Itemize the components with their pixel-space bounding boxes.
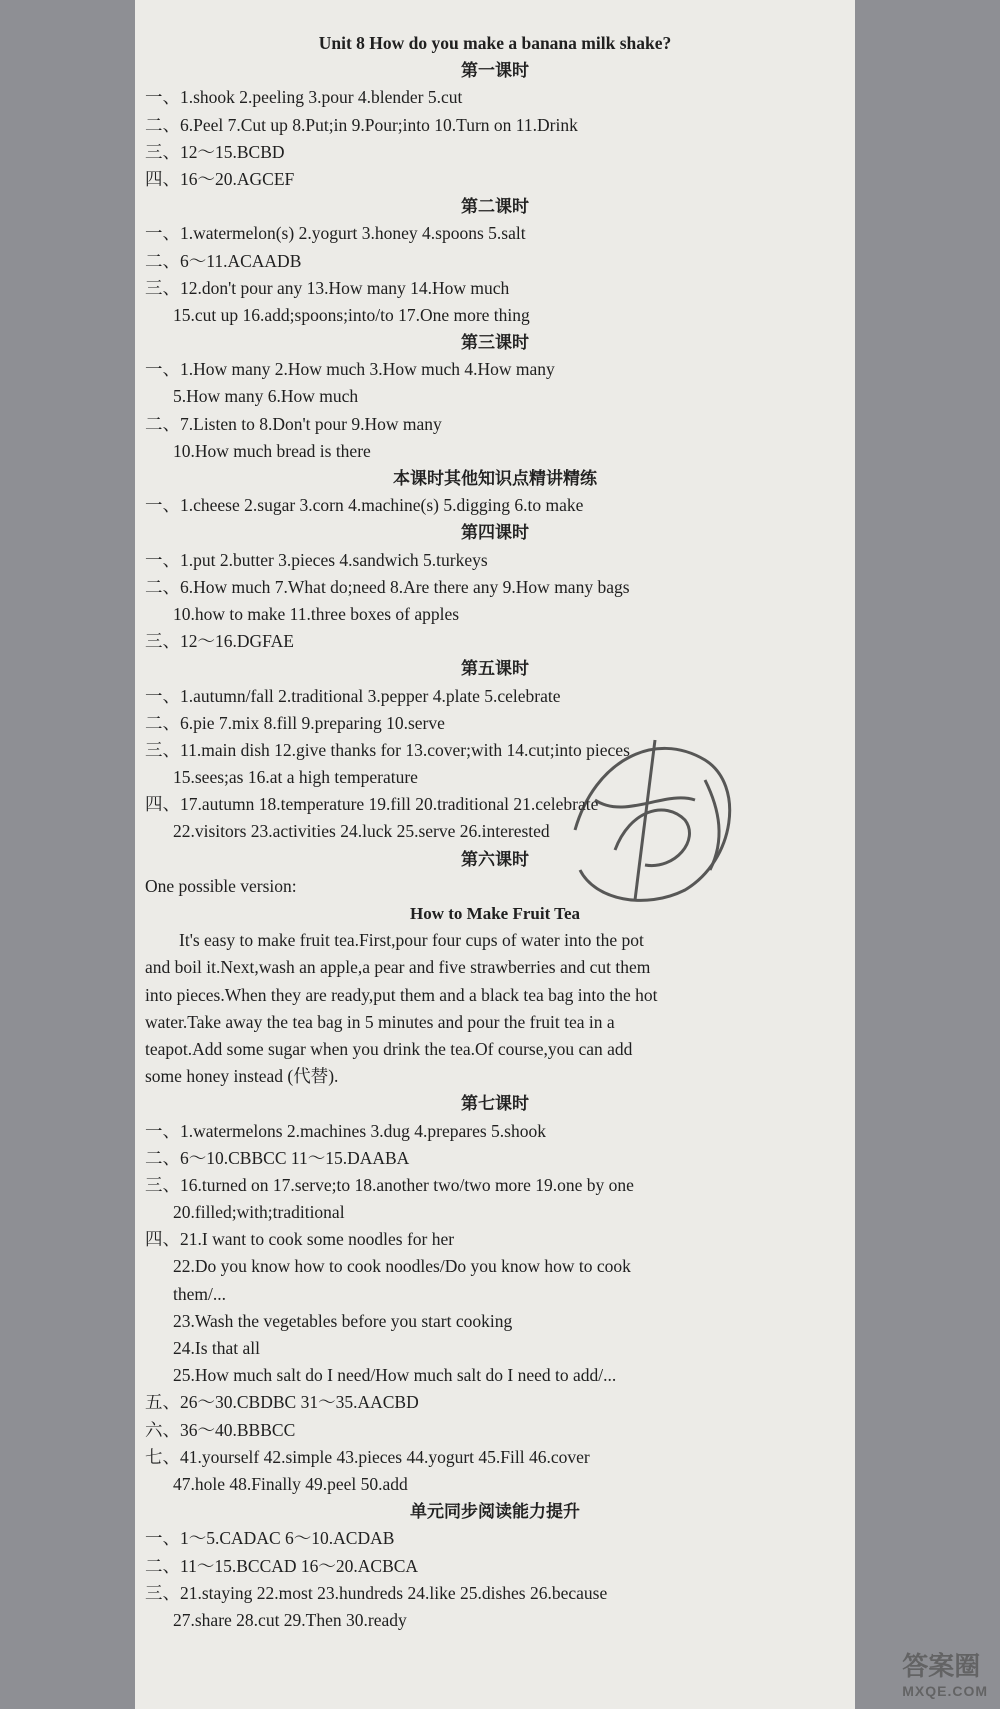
answer-line: 一、1.How many 2.How much 3.How much 4.How many: [145, 359, 555, 380]
answer-line: 一、1.watermelons 2.machines 3.dug 4.prepares 5.shook: [145, 1120, 546, 1141]
answer-line: 10.how to make 11.three boxes of apples: [173, 603, 460, 624]
answer-line: 二、6.How much 7.What do;need 8.Are there any 9.How many bags: [145, 576, 630, 597]
answer-page: [135, 0, 855, 1709]
answer-line: 四、16～20.AGCEF: [145, 168, 295, 189]
section-heading: 第七课时: [461, 1094, 529, 1114]
answer-line: 一、1.cheese 2.sugar 3.corn 4.machine(s) 5.digging 6.to make: [145, 495, 584, 516]
section-heading: 单元同步阅读能力提升: [410, 1502, 580, 1522]
answer-line: 二、7.Listen to 8.Don't pour 9.How many: [145, 413, 442, 434]
answer-line: 二、6～11.ACAADB: [145, 250, 302, 271]
answer-line: 一、1.shook 2.peeling 3.pour 4.blender 5.cut: [145, 87, 463, 108]
answer-line: 二、6.pie 7.mix 8.fill 9.preparing 10.serve: [145, 712, 445, 733]
answer-line: One possible version:: [145, 875, 297, 896]
essay-line: and boil it.Next,wash an apple,a pear and five strawberries and cut them: [145, 957, 651, 978]
answer-line: 二、6.Peel 7.Cut up 8.Put;in 9.Pour;into 10.Turn on 11.Drink: [145, 114, 578, 135]
section-heading: How to Make Fruit Tea: [410, 904, 580, 923]
answer-line: 三、11.main dish 12.give thanks for 13.cover;with 14.cut;into pieces: [145, 739, 630, 760]
answer-content: [145, 30, 845, 1634]
watermark-sub: MXQE.COM: [902, 1683, 988, 1699]
answer-line: 一、1.put 2.butter 3.pieces 4.sandwich 5.turkeys: [145, 549, 488, 570]
answer-line: 一、1.autumn/fall 2.traditional 3.pepper 4.plate 5.celebrate: [145, 685, 561, 706]
section-heading: 第三课时: [461, 333, 529, 353]
answer-line: 三、16.turned on 17.serve;to 18.another two/two more 19.one by one: [145, 1174, 634, 1195]
answer-line: 27.share 28.cut 29.Then 30.ready: [173, 1609, 407, 1630]
answer-line: 一、1～5.CADAC 6～10.ACDAB: [145, 1528, 395, 1549]
section-heading: 第一课时: [461, 61, 529, 81]
answer-line: 24.Is that all: [173, 1338, 260, 1358]
answer-line: 22.visitors 23.activities 24.luck 25.serve 26.interested: [173, 821, 550, 842]
answer-line: 五、26～30.CBDBC 31～35.AACBD: [145, 1392, 419, 1413]
section-heading: 第五课时: [461, 659, 529, 679]
answer-line: 10.How much bread is there: [173, 440, 371, 461]
answers-part-2: [145, 1090, 845, 1634]
section-heading: 第二课时: [461, 197, 529, 217]
answer-line: 15.cut up 16.add;spoons;into/to 17.One more thing: [173, 304, 530, 325]
answer-line: 四、21.I want to cook some noodles for her: [145, 1229, 455, 1250]
section-heading: 本课时其他知识点精讲精练: [393, 469, 597, 488]
section-heading: 第六课时: [461, 849, 529, 869]
answer-line: 5.How many 6.How much: [173, 386, 359, 407]
answer-line: 22.Do you know how to cook noodles/Do you know how to cook: [173, 1256, 631, 1277]
answer-line: 三、12～16.DGFAE: [145, 631, 294, 652]
answer-line: 23.Wash the vegetables before you start cooking: [173, 1310, 513, 1331]
answer-line: 二、6～10.CBBCC 11～15.DAABA: [145, 1147, 410, 1168]
answer-line: 三、12.don't pour any 13.How many 14.How much: [145, 277, 510, 298]
unit-title: Unit 8 How do you make a banana milk shake?: [318, 33, 672, 53]
answer-line: 47.hole 48.Finally 49.peel 50.add: [173, 1473, 408, 1494]
answers-part-1: [145, 57, 845, 927]
answer-line: 20.filled;with;traditional: [173, 1202, 345, 1223]
watermark-main: 答案圈: [902, 1651, 981, 1681]
answer-line: 25.How much salt do I need/How much salt do I need to add/...: [173, 1365, 617, 1386]
essay-paragraph: [145, 927, 845, 1090]
answer-line: 三、12～15.BCBD: [145, 141, 285, 162]
section-heading: 第四课时: [461, 523, 529, 543]
essay-line: water.Take away the tea bag in 5 minutes and pour the fruit tea in a: [145, 1011, 615, 1032]
essay-line: teapot.Add some sugar when you drink the tea.Of course,you can add: [145, 1038, 633, 1059]
essay-line: some honey instead (代替).: [145, 1066, 339, 1087]
answer-line: 七、41.yourself 42.simple 43.pieces 44.yogurt 45.Fill 46.cover: [145, 1446, 590, 1467]
essay-line: into pieces.When they are ready,put them and a black tea bag into the hot: [145, 984, 658, 1005]
answer-line: 三、21.staying 22.most 23.hundreds 24.like 25.dishes 26.because: [145, 1582, 608, 1603]
answer-line: 15.sees;as 16.at a high temperature: [173, 767, 418, 788]
answer-line: them/...: [173, 1283, 226, 1304]
answer-line: 一、1.watermelon(s) 2.yogurt 3.honey 4.spoons 5.salt: [145, 223, 526, 244]
essay-line: It's easy to make fruit tea.First,pour four cups of water into the pot: [179, 930, 644, 951]
answer-line: 四、17.autumn 18.temperature 19.fill 20.traditional 21.celebrate: [145, 794, 599, 815]
answer-line: 六、36～40.BBBCC: [145, 1419, 296, 1440]
answer-line: 二、11～15.BCCAD 16～20.ACBCA: [145, 1555, 419, 1576]
site-watermark: [902, 1646, 988, 1699]
